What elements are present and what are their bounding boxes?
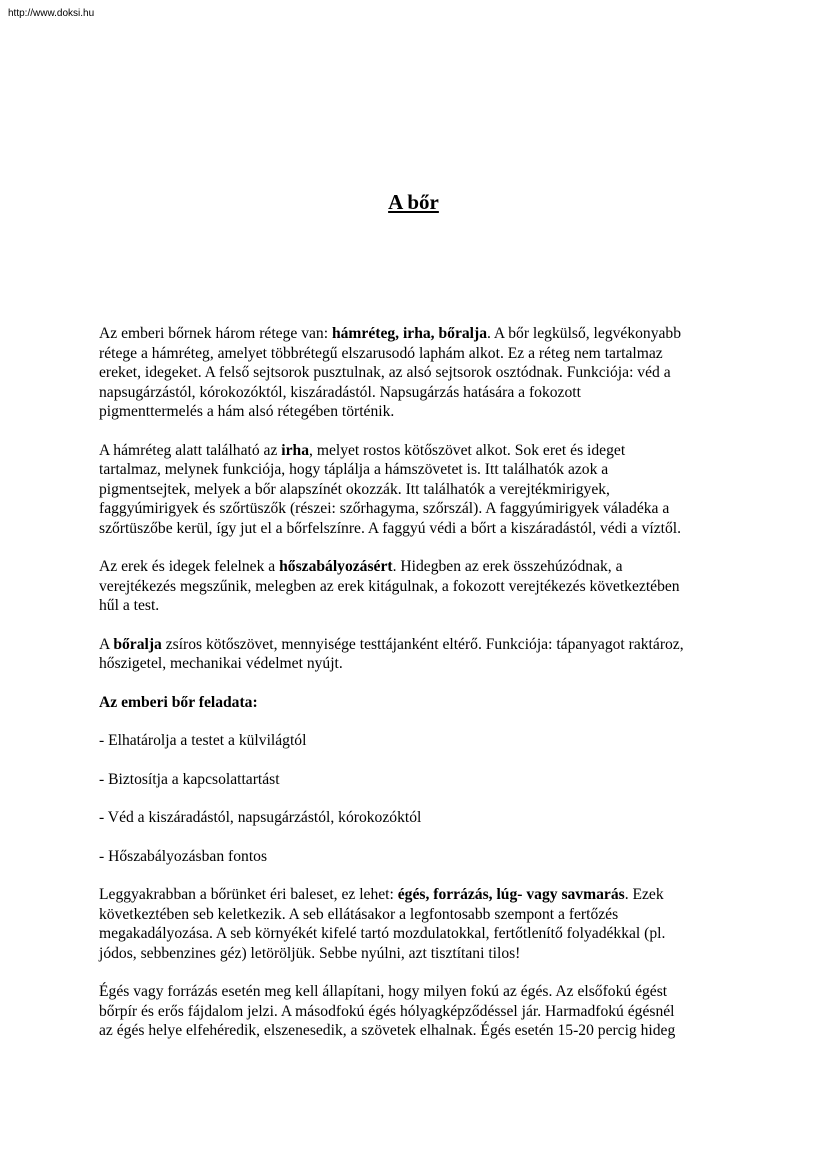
text-segment: ereket, idegeket. A felső sejtsorok pusztulnak, az alsó sejtsorok osztódnak. Funkciója: véd a — [99, 364, 671, 381]
page-title: A bőr — [388, 190, 439, 214]
paragraph — [99, 847, 739, 867]
text-segment: pigmenttermelés a hám alsó rétegében történik. — [99, 403, 395, 420]
text-line — [99, 344, 739, 364]
text-segment: Az erek és idegek felelnek a — [99, 558, 280, 575]
text-segment: - Biztosítja a kapcsolattartást — [99, 770, 280, 788]
paragraph — [99, 770, 739, 790]
text-line — [99, 808, 739, 828]
text-line — [99, 499, 739, 519]
text-line — [99, 402, 739, 422]
text-segment: - Hőszabályozásban fontos — [99, 847, 268, 865]
text-segment: tartalmaz, melynek funkciója, hogy táplálja a hámszövetet is. Itt találhatók azok a — [99, 461, 609, 478]
text-segment: Égés vagy forrázás esetén meg kell állapítani, hogy milyen fokú az égés. Az elsőfokú égést — [99, 983, 668, 1000]
text-segment: - Elhatárolja a testet a külvilágtól — [99, 732, 307, 749]
paragraph — [99, 441, 739, 539]
text-line — [99, 885, 739, 905]
text-segment: megakadályozása. A seb környékét kifelé tartó mozdulatokkal, fertőtlenítő folyadékkal (pl. — [99, 925, 666, 942]
text-line — [99, 731, 739, 751]
paragraph — [99, 693, 739, 713]
paragraph — [99, 635, 739, 674]
bold-text: irha — [281, 441, 310, 459]
text-segment: A — [99, 635, 114, 653]
paragraph — [99, 324, 739, 422]
text-segment: verejtékezés megszűnik, melegben az erek kitágulnak, a fokozott verejtékezés következtében — [99, 577, 680, 595]
paragraph — [99, 982, 739, 1041]
text-segment: . Hidegben az erek összehúzódnak, a — [392, 558, 623, 575]
text-segment: faggyúmirigyek és szőrtüszők (részei: szőrhagyma, szőrszál). A faggyúmirigyek váladéka a — [99, 500, 670, 517]
text-segment: hőszigetel, mechanikai védelmet nyújt. — [99, 655, 343, 672]
source-url: http://www.doksi.hu — [8, 8, 95, 19]
bold-text: égés, forrázás, lúg- vagy savmarás — [397, 886, 625, 903]
text-segment: Az emberi bőrnek három rétege van: — [99, 325, 332, 342]
text-line — [99, 480, 739, 500]
text-line — [99, 596, 739, 616]
text-line — [99, 519, 739, 539]
text-line — [99, 944, 739, 964]
text-line — [99, 1021, 739, 1041]
text-segment: pigmentsejtek, melyek a bőr alapszínét okozzák. Itt találhatók a verejtékmirigyek, — [99, 480, 610, 498]
text-line — [99, 460, 739, 480]
text-segment: . Ezek — [624, 886, 664, 903]
text-line — [99, 635, 739, 655]
text-segment: zsíros kötőszövet, mennyisége testtájanként eltérő. Funkciója: tápanyagot raktároz, — [161, 635, 684, 653]
text-segment: szőrtüszőbe kerül, így jut el a bőrfelszínre. A faggyú védi a bőrt a kiszáradástól, védi a víztől. — [99, 519, 681, 537]
text-segment: az égés helye elfehéredik, elszenesedik, a szövetek elhalnak. Égés esetén 15-20 percig hideg — [99, 1022, 676, 1039]
text-line — [99, 557, 739, 577]
text-segment: - Véd a kiszáradástól, napsugárzástól, kórokozóktól — [99, 809, 422, 826]
paragraph — [99, 557, 739, 616]
paragraph — [99, 808, 739, 828]
text-segment: , melyet rostos kötőszövet alkot. Sok eret és ideget — [309, 441, 626, 459]
text-segment: A hámréteg alatt található az — [99, 441, 282, 459]
bold-text: hőszabályozásért — [279, 558, 393, 575]
text-segment: következtében seb keletkezik. A seb ellátásakor a legfontosabb szempont a fertőzés — [99, 905, 619, 923]
text-segment: hűl a test. — [99, 597, 160, 614]
paragraph — [99, 885, 739, 963]
text-line — [99, 383, 739, 403]
bold-text: bőralja — [113, 635, 162, 653]
text-line — [99, 905, 739, 925]
text-line — [99, 924, 739, 944]
text-segment: bőrpír és erős fájdalom jelzi. A másodfokú égés hólyagképződéssel jár. Harmadfokú égésnél — [99, 1002, 675, 1020]
text-line — [99, 982, 739, 1002]
bold-text: hámréteg, irha, bőralja — [331, 325, 487, 342]
text-line — [99, 847, 739, 867]
document-body — [99, 324, 739, 1060]
text-line — [99, 1002, 739, 1022]
text-line — [99, 324, 739, 344]
text-segment: rétege a hámréteg, amelyet többrétegű elszarusodó laphám alkot. Ez a réteg nem tartalmaz — [99, 344, 663, 362]
text-segment: napsugárzástól, kórokozóktól, kiszáradástól. Napsugárzás hatására a fokozott — [99, 383, 581, 401]
text-line — [99, 654, 739, 674]
text-segment: Leggyakrabban a bőrünket éri baleset, ez lehet: — [99, 886, 398, 903]
text-segment: . A bőr legkülső, legvékonyabb — [487, 325, 682, 342]
text-line — [99, 577, 739, 597]
text-segment: jódos, sebbenzines géz) letöröljük. Sebbe nyúlni, azt tisztítani tilos! — [99, 944, 521, 962]
text-line — [99, 693, 739, 713]
paragraph — [99, 731, 739, 751]
text-line — [99, 363, 739, 383]
text-line — [99, 770, 739, 790]
text-line — [99, 441, 739, 461]
bold-text: Az emberi bőr feladata: — [99, 693, 258, 711]
